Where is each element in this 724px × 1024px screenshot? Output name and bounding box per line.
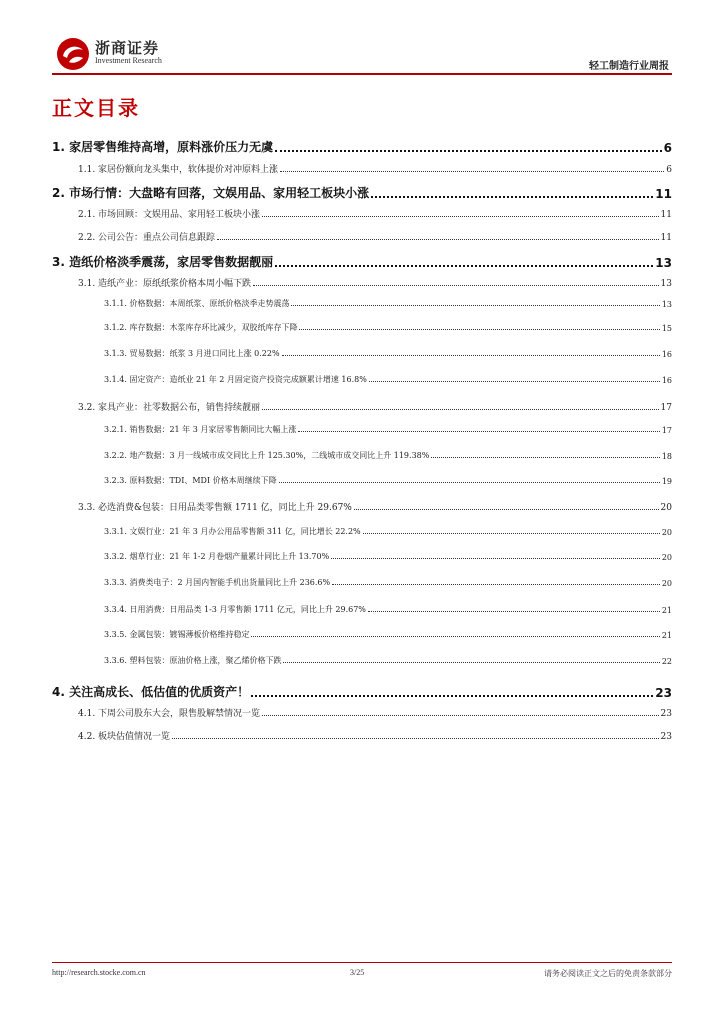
toc-page-number: 13 bbox=[661, 300, 672, 309]
toc-dot-leader bbox=[298, 431, 659, 432]
toc-entry-title: 3.3.1. 文娱行业：21 年 3 月办公用品零售额 311 亿，同比增长 22.2% bbox=[104, 527, 361, 536]
toc-dot-leader bbox=[282, 355, 660, 356]
page-number: 3/25 bbox=[350, 968, 365, 977]
toc-dot-leader bbox=[262, 216, 659, 217]
toc-entry-level-1[interactable] bbox=[52, 253, 672, 270]
company-name-cn: 浙商证券 bbox=[95, 39, 160, 57]
toc-dot-leader bbox=[172, 738, 659, 739]
toc-dot-leader bbox=[431, 457, 659, 458]
toc-page-number: 16 bbox=[661, 376, 672, 385]
toc-entry-title: 4. 关注高成长、低估值的优质资产！ bbox=[52, 685, 250, 699]
toc-page-number: 23 bbox=[660, 709, 672, 719]
toc-entry-title: 3.3. 必选消费&包装：日用品类零售额 1711 亿，同比上升 29.67% bbox=[78, 503, 352, 513]
toc-dot-leader bbox=[262, 409, 659, 410]
toc-dot-leader bbox=[275, 265, 653, 267]
toc-entry-level-3[interactable] bbox=[104, 322, 672, 333]
report-type: 轻工制造行业周报 bbox=[589, 61, 669, 72]
toc-entry-title: 3.2.1. 销售数据：21 年 3 月家居零售额同比大幅上涨 bbox=[104, 425, 297, 434]
toc-entry-level-3[interactable] bbox=[104, 629, 672, 640]
toc-entry-title: 2.1. 市场回顾：文娱用品、家用轻工板块小涨 bbox=[78, 210, 261, 220]
toc-page-number: 21 bbox=[661, 606, 672, 615]
footer-url-link[interactable]: http://research.stocke.com.cn bbox=[52, 968, 146, 977]
page-header bbox=[0, 0, 724, 80]
toc-page-number: 11 bbox=[660, 210, 672, 220]
toc-page-number: 17 bbox=[660, 403, 672, 413]
footer-disclaimer: 请务必阅读正文之后的免责条款部分 bbox=[544, 969, 672, 978]
toc-dot-leader bbox=[262, 715, 659, 716]
logo-mark-icon bbox=[55, 36, 91, 72]
toc-entry-title: 3.1.2. 库存数据：木浆库存环比减少，双胶纸库存下降 bbox=[104, 323, 298, 332]
toc-page-number: 23 bbox=[655, 686, 672, 700]
toc-entry-title: 3.2.2. 地产数据：3 月一线城市成交同比上升 125.30%，二线城市成交同比上升 119.38% bbox=[104, 451, 430, 460]
toc-dot-leader bbox=[363, 533, 660, 534]
toc-entry-level-3[interactable] bbox=[104, 475, 672, 486]
toc-page-number: 20 bbox=[661, 579, 672, 588]
toc-entry-title: 3.1.3. 贸易数据：纸浆 3 月进口同比上涨 0.22% bbox=[104, 349, 280, 358]
toc-entry-title: 3.3.6. 塑料包装：原油价格上涨，聚乙烯价格下跌 bbox=[104, 656, 282, 665]
toc-entry-title: 3.1. 造纸产业：原纸纸浆价格本周小幅下跌 bbox=[78, 279, 252, 289]
toc-page-number: 20 bbox=[661, 528, 672, 537]
toc-entry-title: 1. 家居零售维持高增，原料涨价压力无虞 bbox=[52, 140, 274, 154]
toc-entry-level-2[interactable] bbox=[78, 162, 672, 175]
toc-entry-title: 3.1.1. 价格数据：本周纸浆、原纸价格淡季走势震荡 bbox=[104, 299, 290, 308]
toc-entry-title: 3. 造纸价格淡季震荡，家居零售数据靓丽 bbox=[52, 255, 274, 269]
toc-entry-title: 1.1. 家居份额向龙头集中，软体提价对冲原料上涨 bbox=[78, 165, 279, 175]
toc-entry-level-3[interactable] bbox=[104, 655, 672, 666]
toc-dot-leader bbox=[291, 305, 659, 306]
toc-entry-title: 2. 市场行情：大盘略有回落，文娱用品、家用轻工板块小涨 bbox=[52, 186, 370, 200]
toc-entry-title: 3.3.4. 日用消费：日用品类 1-3 月零售额 1711 亿元，同比上升 29.67% bbox=[104, 605, 366, 614]
toc-entry-level-3[interactable] bbox=[104, 374, 672, 385]
toc-dot-leader bbox=[331, 558, 660, 559]
toc-entry-title: 3.1.4. 固定资产：造纸业 21 年 2 月固定资产投资完成额累计增速 16.8% bbox=[104, 375, 367, 384]
toc-entry-level-2[interactable] bbox=[78, 230, 672, 243]
toc-page-number: 6 bbox=[663, 141, 672, 155]
toc-page-number: 6 bbox=[666, 165, 672, 175]
toc-dot-leader bbox=[251, 695, 653, 697]
footer-divider bbox=[52, 962, 672, 963]
toc-dot-leader bbox=[371, 196, 653, 198]
toc-entry-level-3[interactable] bbox=[104, 424, 672, 435]
toc-page-number: 18 bbox=[661, 452, 672, 461]
toc-entry-level-1[interactable] bbox=[52, 683, 672, 700]
toc-entry-level-1[interactable] bbox=[52, 184, 672, 201]
toc-entry-title: 3.3.3. 消费类电子：2 月国内智能手机出货量同比上升 236.6% bbox=[104, 578, 331, 587]
toc-dot-leader bbox=[283, 662, 659, 663]
toc-dot-leader bbox=[299, 329, 659, 330]
toc-entry-title: 4.1. 下周公司股东大会，限售股解禁情况一览 bbox=[78, 709, 261, 719]
toc-entry-title: 4.2. 板块估值情况一览 bbox=[78, 732, 171, 742]
page-title: 正文目录 bbox=[52, 96, 140, 120]
toc-entry-title: 3.3.2. 烟草行业：21 年 1-2 月卷烟产量累计同比上升 13.70% bbox=[104, 552, 330, 561]
company-name-en: Investment Research bbox=[95, 56, 162, 65]
header-divider bbox=[52, 73, 672, 75]
toc-dot-leader bbox=[368, 611, 660, 612]
toc-dot-leader bbox=[354, 509, 659, 510]
toc-entry-level-2[interactable] bbox=[78, 400, 672, 413]
toc-dot-leader bbox=[279, 482, 660, 483]
toc-entry-level-3[interactable] bbox=[104, 604, 672, 615]
toc-dot-leader bbox=[275, 150, 662, 152]
toc-page-number: 15 bbox=[661, 324, 672, 333]
toc-entry-level-2[interactable] bbox=[78, 207, 672, 220]
toc-entry-title: 3.2. 家具产业：社零数据公布，销售持续靓丽 bbox=[78, 403, 261, 413]
toc-entry-level-3[interactable] bbox=[104, 551, 672, 562]
toc-page-number: 13 bbox=[655, 256, 672, 270]
toc-entry-level-3[interactable] bbox=[104, 577, 672, 588]
toc-entry-title: 2.2. 公司公告：重点公司信息跟踪 bbox=[78, 233, 216, 243]
toc-page-number: 11 bbox=[660, 233, 672, 243]
toc-dot-leader bbox=[253, 285, 659, 286]
toc-entry-level-2[interactable] bbox=[78, 729, 672, 742]
toc-dot-leader bbox=[217, 239, 659, 240]
toc-page-number: 23 bbox=[660, 732, 672, 742]
toc-entry-level-3[interactable] bbox=[104, 450, 672, 461]
toc-page-number: 13 bbox=[660, 279, 672, 289]
toc-entry-level-2[interactable] bbox=[78, 706, 672, 719]
toc-dot-leader bbox=[332, 584, 660, 585]
toc-page-number: 21 bbox=[661, 631, 672, 640]
toc-entry-level-3[interactable] bbox=[104, 298, 672, 309]
toc-dot-leader bbox=[369, 381, 660, 382]
toc-page-number: 20 bbox=[661, 553, 672, 562]
toc-page-number: 22 bbox=[661, 657, 672, 666]
toc-dot-leader bbox=[251, 636, 659, 637]
toc-page-number: 17 bbox=[661, 426, 672, 435]
toc-dot-leader bbox=[280, 171, 664, 172]
toc-entry-level-3[interactable] bbox=[104, 348, 672, 359]
toc-entry-level-2[interactable] bbox=[78, 500, 672, 513]
toc-entry-level-3[interactable] bbox=[104, 526, 672, 537]
toc-entry-title: 3.2.3. 原料数据：TDI、MDI 价格本周继续下降 bbox=[104, 476, 277, 485]
toc-entry-level-2[interactable] bbox=[78, 276, 672, 289]
toc-page-number: 20 bbox=[660, 503, 672, 513]
toc-page-number: 16 bbox=[661, 350, 672, 359]
toc-page-number: 11 bbox=[655, 187, 672, 201]
toc-page-number: 19 bbox=[661, 477, 672, 486]
toc-entry-title: 3.3.5. 金属包装：镀锡薄板价格维持稳定 bbox=[104, 630, 250, 639]
toc-entry-level-1[interactable] bbox=[52, 138, 672, 155]
